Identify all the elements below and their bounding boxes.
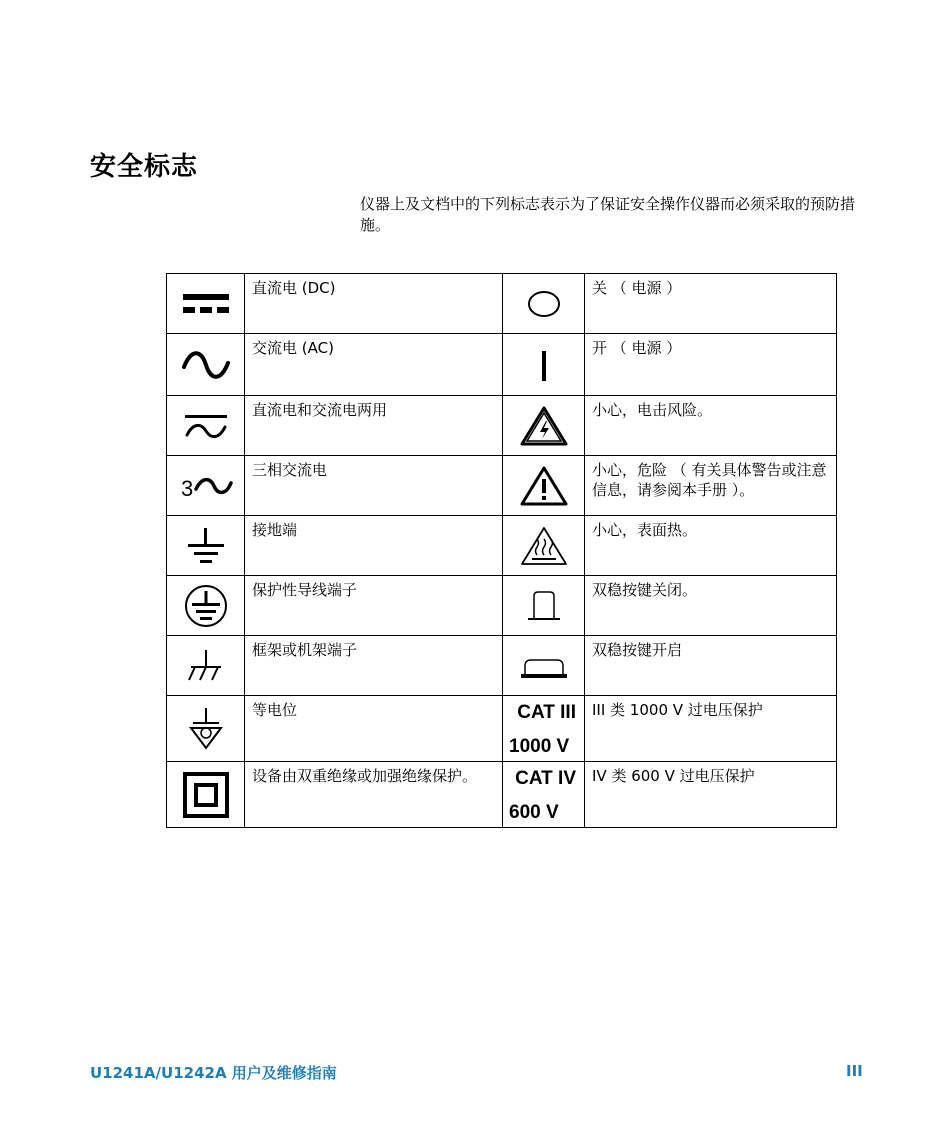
symbol-description: III 类 1000 V 过电压保护 <box>585 696 837 762</box>
table-row <box>167 516 837 576</box>
caution-icon <box>503 456 585 516</box>
page-number: III <box>846 1062 863 1080</box>
table-row <box>167 636 837 696</box>
double-insulation-icon <box>167 762 245 828</box>
symbol-description: 双稳按键关闭。 <box>585 576 837 636</box>
shock-warning-icon <box>503 396 585 456</box>
hot-surface-icon <box>503 516 585 576</box>
cat-iv-rating <box>503 762 585 828</box>
intro-paragraph: 仪器上及文档中的下列标志表示为了保证安全操作仪器而必须采取的预防措施。 <box>360 195 856 234</box>
ac-dc-icon <box>167 396 245 456</box>
symbol-description: 小心，表面热。 <box>585 516 837 576</box>
ac-wave-icon <box>167 334 245 396</box>
cat-label: CAT IV <box>515 768 576 789</box>
cat-voltage: 600 V <box>509 802 559 823</box>
protective-ground-icon <box>167 576 245 636</box>
manual-title-footer: U1241A/U1242A 用户及维修指南 <box>90 1064 337 1082</box>
on-bar-icon <box>503 334 585 396</box>
symbol-description: 双稳按键开启 <box>585 636 837 696</box>
symbol-description: 交流电 (AC) <box>245 334 503 396</box>
frame-ground-icon <box>167 636 245 696</box>
symbol-description: 开 （ 电源 ） <box>585 334 837 396</box>
cat-label: CAT III <box>517 702 576 723</box>
table-row <box>167 762 837 828</box>
cat-voltage: 1000 V <box>509 736 570 757</box>
symbol-description: IV 类 600 V 过电压保护 <box>585 762 837 828</box>
button-out-icon <box>503 576 585 636</box>
dc-symbol-icon <box>167 274 245 334</box>
symbol-description: 小心，电击风险。 <box>585 396 837 456</box>
page-title: 安全标志 <box>90 152 199 182</box>
table-row <box>167 576 837 636</box>
ground-icon <box>167 516 245 576</box>
symbol-description: 设备由双重绝缘或加强绝缘保护。 <box>245 762 503 828</box>
symbol-description: 直流电 (DC) <box>245 274 503 334</box>
table-row <box>167 274 837 334</box>
button-in-icon <box>503 636 585 696</box>
symbol-description: 接地端 <box>245 516 503 576</box>
cat-iii-rating <box>503 696 585 762</box>
symbol-description: 小心，危险 （ 有关具体警告或注意信息，请参阅本手册 ）。 <box>585 456 837 516</box>
symbol-description: 框架或机架端子 <box>245 636 503 696</box>
safety-symbols-table <box>166 273 837 828</box>
table-row <box>167 396 837 456</box>
symbol-description: 关 （ 电源 ） <box>585 274 837 334</box>
table-row <box>167 334 837 396</box>
off-circle-icon <box>503 274 585 334</box>
symbol-description: 保护性导线端子 <box>245 576 503 636</box>
three-phase-icon <box>167 456 245 516</box>
symbol-description: 直流电和交流电两用 <box>245 396 503 456</box>
table-row <box>167 696 837 762</box>
symbol-description: 三相交流电 <box>245 456 503 516</box>
table-row <box>167 456 837 516</box>
svg-text:3: 3 <box>180 475 193 501</box>
symbol-description: 等电位 <box>245 696 503 762</box>
equipotential-icon <box>167 696 245 762</box>
